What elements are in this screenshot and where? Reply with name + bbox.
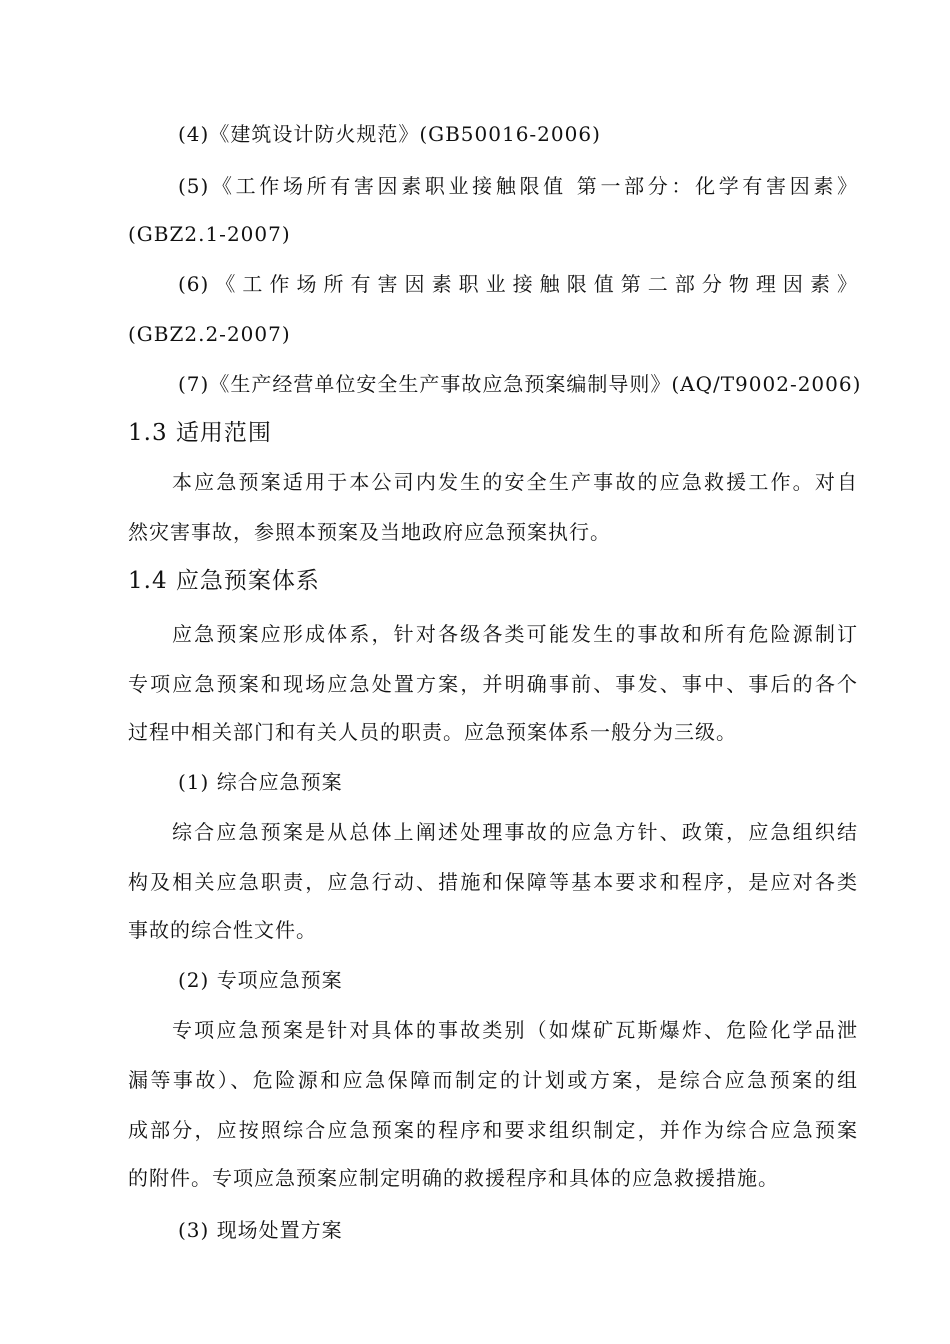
subsection-1-line3: 事故的综合性文件。 — [128, 918, 317, 942]
subsection-2-line2: 漏等事故）、危险源和应急保障而制定的计划或方案，是综合应急预案的组 — [128, 1068, 858, 1092]
subsection-1-title: (1) 综合应急预案 — [178, 770, 343, 794]
reference-item-6-line1: (6)《工作场所有害因素职业接触限值第二部分物理因素》 — [178, 272, 858, 296]
reference-item-7: (7)《生产经营单位安全生产事故应急预案编制导则》(AQ/T9002-2006) — [178, 372, 862, 396]
subsection-1-line2: 构及相关应急职责，应急行动、措施和保障等基本要求和程序，是应对各类 — [128, 870, 858, 894]
reference-item-4: (4)《建筑设计防火规范》(GB50016-2006) — [178, 122, 601, 146]
section-1-4-heading: 1.4 应急预案体系 — [128, 568, 320, 594]
subsection-1-line1: 综合应急预案是从总体上阐述处理事故的应急方针、政策，应急组织结 — [172, 820, 858, 844]
section-1-3-paragraph-line2: 然灾害事故，参照本预案及当地政府应急预案执行。 — [128, 520, 611, 544]
subsection-2-title: (2) 专项应急预案 — [178, 968, 343, 992]
subsection-3-title: (3) 现场处置方案 — [178, 1218, 343, 1242]
subsection-2-line1: 专项应急预案是针对具体的事故类别（如煤矿瓦斯爆炸、危险化学品泄 — [172, 1018, 858, 1042]
section-1-3-paragraph-line1: 本应急预案适用于本公司内发生的安全生产事故的应急救援工作。对自 — [172, 470, 858, 494]
section-1-4-paragraph-line3: 过程中相关部门和有关人员的职责。应急预案体系一般分为三级。 — [128, 720, 737, 744]
section-1-4-paragraph-line2: 专项应急预案和现场应急处置方案，并明确事前、事发、事中、事后的各个 — [128, 672, 858, 696]
section-1-3-heading: 1.3 适用范围 — [128, 420, 272, 446]
reference-item-5-line2: (GBZ2.1-2007) — [128, 222, 291, 246]
reference-item-5-line1: (5)《工作场所有害因素职业接触限值 第一部分：化学有害因素》 — [178, 174, 858, 198]
reference-item-6-line2: (GBZ2.2-2007) — [128, 322, 291, 346]
subsection-2-line3: 成部分，应按照综合应急预案的程序和要求组织制定，并作为综合应急预案 — [128, 1118, 858, 1142]
section-1-4-paragraph-line1: 应急预案应形成体系，针对各级各类可能发生的事故和所有危险源制订 — [172, 622, 858, 646]
subsection-2-line4: 的附件。专项应急预案应制定明确的救援程序和具体的应急救援措施。 — [128, 1166, 779, 1190]
